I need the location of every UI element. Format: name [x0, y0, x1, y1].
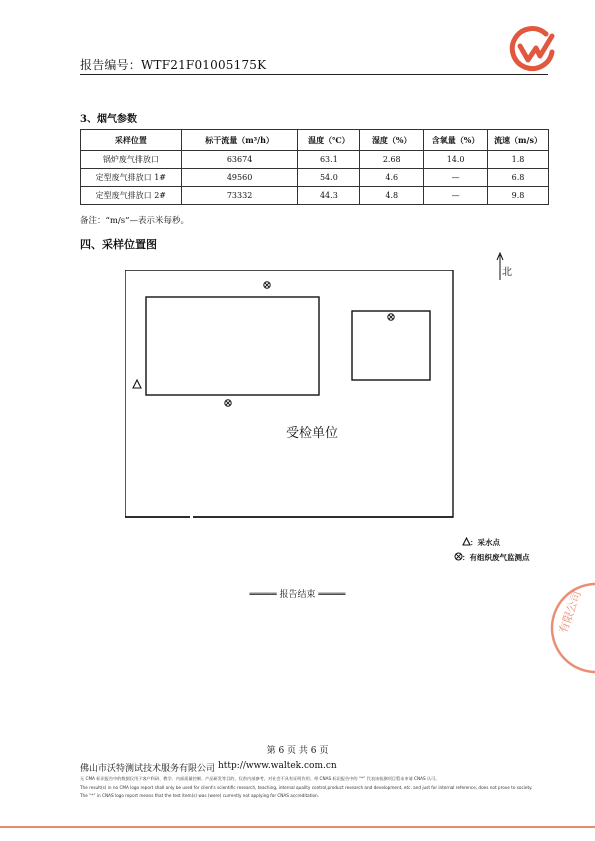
- table-cell: 14.0: [424, 151, 488, 169]
- col-header: 含氧量（%）: [424, 130, 488, 151]
- table-cell: 4.8: [360, 187, 424, 205]
- gas-monitoring-point-icon: [225, 400, 231, 406]
- svg-text:有限公司: 有限公司: [556, 589, 584, 636]
- table-row: [81, 169, 549, 187]
- water-sampling-point-icon: [133, 380, 141, 388]
- table-cell: 6.8: [488, 169, 549, 187]
- table-cell: 63674: [181, 151, 298, 169]
- legend-water: ：采水点: [470, 538, 500, 547]
- disclaimer-cn: 无 CMA 标识报告中的数据仅用于客户科研、教学、内部质量控制、产品研发等目的，仅供内部参考，对社会不具有证明作用；带 CNAS 标识报告中的 “*” 代表该检测项目暂未申请 CNAS 认可。: [80, 776, 440, 781]
- company-website: http://www.waltek.com.cn: [218, 761, 337, 771]
- table-cell: 54.0: [298, 169, 360, 187]
- table-cell: 1.8: [488, 151, 549, 169]
- page-number: 第 6 页 共 6 页: [266, 746, 329, 756]
- col-header: 湿度（%）: [360, 130, 424, 151]
- table-cell: 9.8: [488, 187, 549, 205]
- table-cell: 定型废气排放口 2#: [81, 187, 182, 205]
- table-cell: 73332: [181, 187, 298, 205]
- table-cell: 4.6: [360, 169, 424, 187]
- gas-monitoring-point-icon: [264, 282, 270, 288]
- table-cell: 锅炉废气排放口: [81, 151, 182, 169]
- building-boiler: [146, 297, 319, 395]
- footer-accent-line: [0, 826, 595, 828]
- disclaimer-en-2: The “*” in CNAS logo report means that the test item(s) was (were) currently not applying for CNAS accreditation.: [80, 793, 320, 798]
- table-cell: —: [424, 169, 488, 187]
- gas-monitoring-point-icon: [388, 314, 394, 320]
- waltek-logo-icon: [506, 24, 558, 76]
- flue-gas-table: [80, 129, 549, 205]
- company-name: 佛山市沃特测试技术服务有限公司: [80, 764, 216, 774]
- table-cell: 定型废气排放口 1#: [81, 169, 182, 187]
- disclaimer-en-1: The result(s) in no CMA logo report shall only be used for client's scientific research, teaching, internal quality control,product research and development, etc. and just for internal reference, does not prove to society.: [80, 785, 533, 790]
- site-plan-diagram: [125, 270, 455, 520]
- table-cell: 44.3: [298, 187, 360, 205]
- legend-gas: ：有组织废气监测点: [462, 553, 530, 562]
- table-header-row: [81, 130, 549, 151]
- building-setting: [352, 311, 430, 380]
- table-row: [81, 151, 549, 169]
- section3-title: 3、烟气参数: [80, 114, 137, 125]
- report-end: ═════ 报告结束 ═════: [249, 590, 346, 600]
- table-note: 备注：“m/s”—表示米每秒。: [80, 216, 189, 226]
- header-divider: [80, 74, 548, 75]
- col-header: 标干流量（m³/h）: [181, 130, 298, 151]
- col-header: 采样位置: [81, 130, 182, 151]
- table-cell: 2.68: [360, 151, 424, 169]
- company-seal-icon: [536, 578, 595, 678]
- site-label: 受检单位: [286, 426, 339, 441]
- col-header: 温度（℃）: [298, 130, 360, 151]
- table-cell: 63.1: [298, 151, 360, 169]
- col-header: 流速（m/s）: [488, 130, 549, 151]
- table-row: [81, 187, 549, 205]
- section4-title: 四、采样位置图: [80, 238, 157, 251]
- report-number: 报告编号：WTF21F01005175K: [80, 58, 267, 72]
- table-cell: —: [424, 187, 488, 205]
- north-label: 北: [502, 267, 512, 278]
- table-cell: 49560: [181, 169, 298, 187]
